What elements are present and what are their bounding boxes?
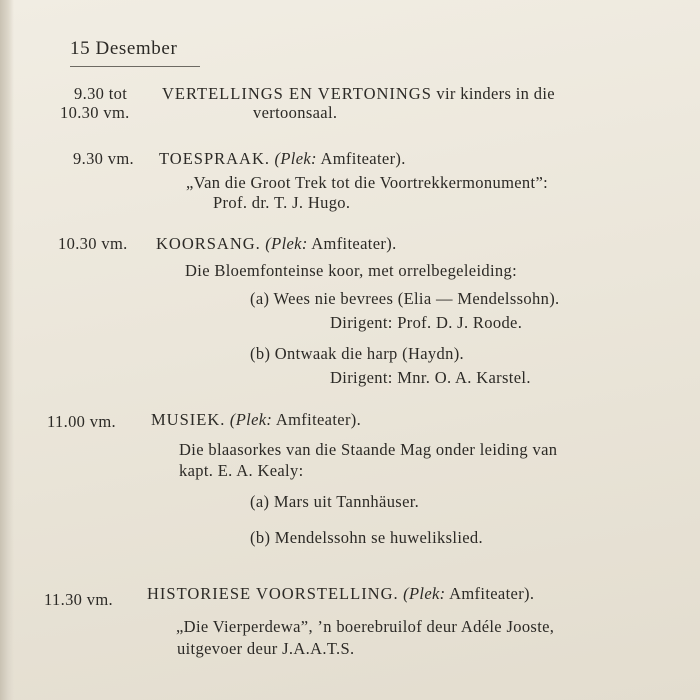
conductor: Dirigent: Prof. D. J. Roode.: [330, 313, 523, 332]
event-time-end: 10.30 vm.: [60, 103, 130, 122]
event-title: HISTORIESE VOORSTELLING.: [147, 584, 399, 603]
plek-value: Amfiteater).: [272, 410, 362, 429]
plek-label: (Plek:: [229, 410, 273, 429]
event-title-line: [156, 234, 397, 254]
event-title-rest: vir kinders in die: [431, 84, 555, 103]
plek-value: Amfiteater).: [307, 234, 397, 253]
program-item: (b) Ontwaak die harp (Haydn).: [250, 344, 465, 363]
choir-intro: Die Bloemfonteinse koor, met orrelbegeleiding:: [185, 261, 518, 280]
conductor: Dirigent: Mnr. O. A. Karstel.: [330, 368, 531, 387]
event-time: 11.00 vm.: [47, 412, 116, 431]
event-time: 10.30 vm.: [58, 234, 128, 253]
plek-label: (Plek:: [403, 584, 446, 603]
plek-value: Amfiteater).: [316, 149, 406, 168]
heading-underline: [70, 66, 200, 67]
program-item: (a) Mars uit Tannhäuser.: [250, 492, 420, 511]
event-title: MUSIEK.: [151, 410, 226, 429]
page-edge-shadow: [0, 0, 14, 700]
band-leader: kapt. E. A. Kealy:: [179, 461, 304, 480]
program-item: (a) Wees nie bevrees (Elia — Mendelssohn).: [250, 289, 560, 308]
event-title-continuation: vertoonsaal.: [253, 103, 338, 122]
event-title-line: [159, 149, 406, 169]
performance-title: „Die Vierperdewa”, ’n boerebruilof deur Adéle Jooste,: [176, 617, 555, 636]
plek-value: Amfiteater).: [445, 584, 535, 603]
event-title: KOORSANG.: [156, 234, 261, 253]
plek-label: (Plek:: [274, 149, 317, 168]
speech-title: „Van die Groot Trek tot die Voortrekkermonument”:: [186, 173, 549, 192]
event-title-line: [151, 410, 361, 430]
event-title: TOESPRAAK.: [159, 149, 271, 168]
event-time: 11.30 vm.: [44, 590, 113, 609]
band-intro: Die blaasorkes van die Staande Mag onder leiding van: [179, 440, 558, 459]
event-title-line: [162, 84, 555, 104]
program-item: (b) Mendelssohn se huwelikslied.: [250, 528, 483, 547]
event-time: 9.30 vm.: [73, 149, 135, 168]
event-title-line: [147, 584, 534, 604]
plek-label: (Plek:: [265, 234, 308, 253]
speech-speaker: Prof. dr. T. J. Hugo.: [213, 193, 351, 212]
event-time: 9.30 tot: [74, 84, 128, 103]
date-heading: 15 Desember: [70, 38, 178, 59]
event-title: VERTELLINGS EN VERTONINGS: [162, 84, 432, 103]
performance-by: uitgevoer deur J.A.A.T.S.: [177, 639, 355, 658]
